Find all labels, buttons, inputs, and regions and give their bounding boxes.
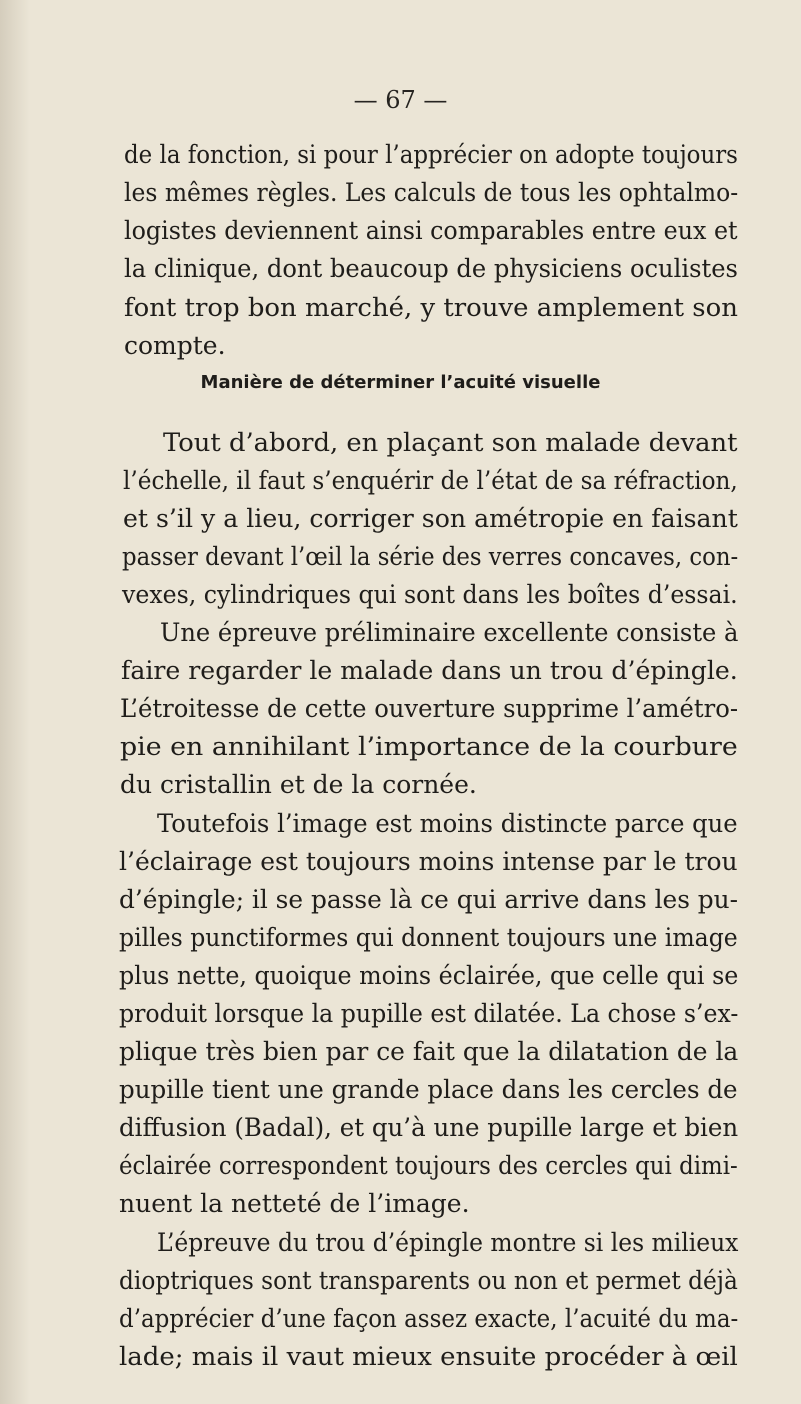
text-line: pilles punctiformes qui donnent toujours une image (119, 923, 738, 952)
text-line: Une épreuve préliminaire excellente consiste à (160, 618, 739, 647)
text-line: faire regarder le malade dans un trou d’épingle. (121, 656, 738, 685)
text-line: et s’il y a lieu, corriger son amétropie en faisant (123, 504, 738, 533)
text-line: L’épreuve du trou d’épingle montre si les milieux (157, 1228, 739, 1257)
text-line: dioptriques sont transparents ou non et permet déjà (119, 1266, 738, 1295)
text-line: l’échelle, il faut s’enquérir de l’état de sa réfraction, (123, 466, 738, 495)
text-line: Toutefois l’image est moins distincte parce que (157, 809, 738, 838)
text-line: font trop bon marché, y trouve amplement son (124, 293, 738, 322)
page-number: — 67 — (353, 86, 448, 114)
text-line: la clinique, dont beaucoup de physiciens oculistes (124, 254, 738, 283)
text-line: pupille tient une grande place dans les cercles de (119, 1075, 738, 1104)
text-line: lade; mais il vaut mieux ensuite procéder à œil (119, 1342, 738, 1371)
text-line: Tout d’abord, en plaçant son malade devant (163, 428, 738, 457)
text-line: les mêmes règles. Les calculs de tous les ophtalmo- (124, 178, 739, 207)
text-line: l’éclairage est toujours moins intense par le trou (119, 847, 738, 876)
text-line: d’apprécier d’une façon assez exacte, l’acuité du ma- (119, 1304, 739, 1333)
text-line: nuent la netteté de l’image. (119, 1189, 470, 1218)
text-line: du cristallin et de la cornée. (120, 770, 477, 799)
text-line: L’étroitesse de cette ouverture supprime l’amétro- (120, 694, 739, 723)
text-line: produit lorsque la pupille est dilatée. La chose s’ex- (119, 999, 739, 1028)
text-line: compte. (124, 331, 226, 360)
text-line: pie en annihilant l’importance de la courbure (120, 732, 738, 761)
text-line: vexes, cylindriques qui sont dans les boîtes d’essai. (122, 580, 738, 609)
text-line: plique très bien par ce fait que la dilatation de la (119, 1037, 739, 1066)
text-line: passer devant l’œil la série des verres concaves, con- (122, 542, 739, 571)
text-line: de la fonction, si pour l’apprécier on adopte toujours (124, 140, 738, 169)
text-line: logistes deviennent ainsi comparables entre eux et (124, 216, 738, 245)
section-heading: Manière de déterminer l’acuité visuelle (200, 372, 601, 393)
text-line: diffusion (Badal), et qu’à une pupille large et bien (119, 1113, 739, 1142)
text-line: plus nette, quoique moins éclairée, que celle qui se (119, 961, 739, 990)
text-line: d’épingle; il se passe là ce qui arrive dans les pu- (119, 885, 739, 914)
text-line: éclairée correspondent toujours des cercles qui dimi- (119, 1151, 738, 1180)
